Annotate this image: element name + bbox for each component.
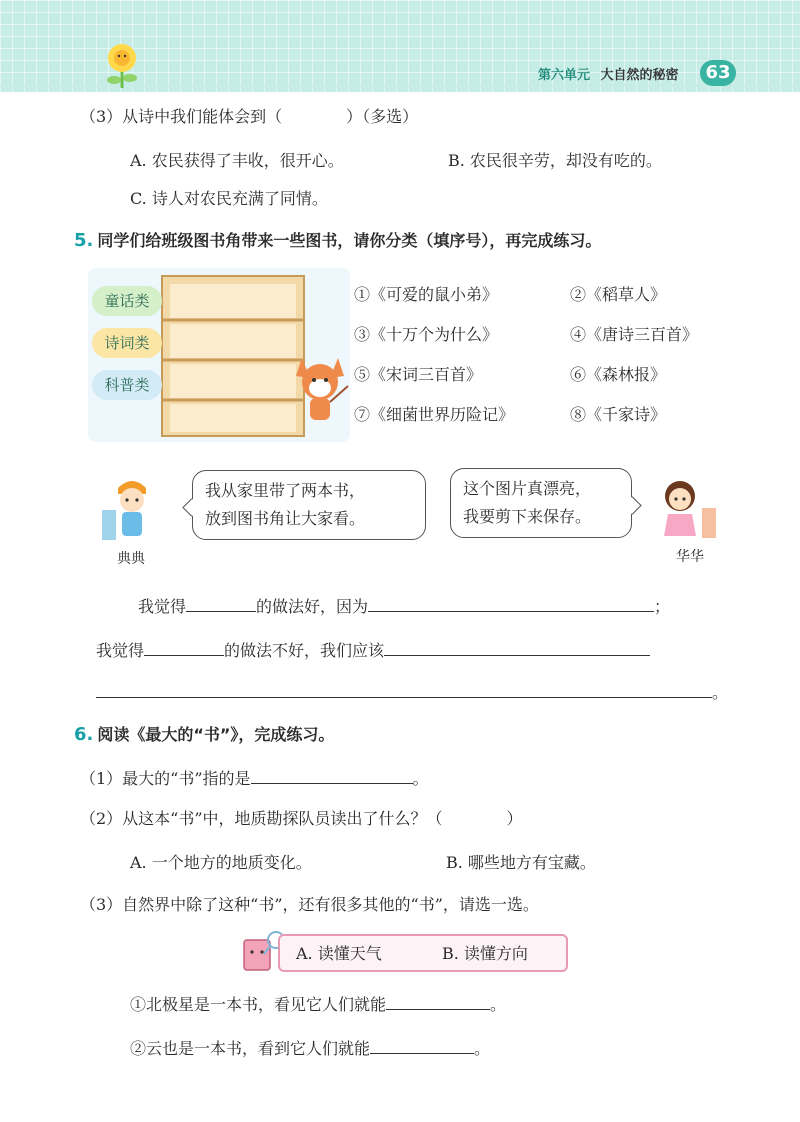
answer-blank[interactable]: [144, 641, 224, 656]
bubble-right-line: 这个图片真漂亮，: [463, 479, 592, 498]
category-tag-fairy-tale: 童话类: [92, 286, 162, 316]
q4-3-stem: （3）从诗中我们能体会到（ ）（多选）: [80, 107, 419, 126]
category-tag-poetry: 诗词类: [92, 328, 162, 358]
q6-item-1: [130, 992, 506, 1015]
q6-sub-1: [80, 766, 429, 789]
category-tag-science: 科普类: [92, 370, 162, 400]
q6-s1-end: 。: [412, 769, 429, 788]
book-item: ⑦《细菌世界历险记》: [354, 405, 515, 424]
unit-title: [538, 64, 679, 83]
q5-line-3: [96, 680, 728, 703]
answer-blank[interactable]: [384, 641, 650, 656]
answer-blank[interactable]: [251, 769, 413, 784]
q5-number: 5.: [74, 230, 94, 251]
q4-3-option-c: C. 诗人对农民充满了同情。: [130, 189, 328, 208]
answer-blank[interactable]: [368, 597, 654, 612]
q6-s1-text: （1）最大的“书”指的是: [80, 769, 251, 788]
answer-blank[interactable]: [386, 995, 490, 1010]
q6-item2-end: 。: [474, 1039, 491, 1058]
q6-sub-2-option-b: B. 哪些地方有宝藏。: [446, 853, 596, 872]
q5-line-1: [138, 594, 670, 617]
page-number: 63: [700, 60, 736, 86]
speech-bubble-right: [450, 468, 632, 538]
q6-title: [74, 722, 334, 745]
answer-blank[interactable]: [186, 597, 256, 612]
q6-sub-3: （3）自然界中除了这种“书”，还有很多其他的“书”，请选一选。: [80, 895, 539, 914]
option-read-weather: A. 读懂天气: [296, 944, 382, 963]
unit-topic: 大自然的秘密: [600, 68, 679, 83]
q5-line-2: [96, 638, 650, 661]
q5-line2-b: 的做法不好，我们应该: [224, 641, 385, 660]
unit-label: 第六单元: [538, 68, 591, 83]
boy-character-icon: [100, 474, 164, 544]
bubble-tail: [182, 498, 200, 516]
book-item: ①《可爱的鼠小弟》: [354, 285, 499, 304]
q4-3-option-a: A. 农民获得了丰收，很开心。: [130, 151, 344, 170]
bubble-left-line: 我从家里带了两本书，: [205, 481, 366, 500]
speech-bubble-left: [192, 470, 426, 540]
q6-number: 6.: [74, 724, 94, 745]
q5-line1-a: 我觉得: [138, 597, 187, 616]
flower-icon: [100, 40, 144, 88]
q5-title-text: 同学们给班级图书角带来一些图书，请你分类（填序号），再完成练习。: [97, 231, 602, 250]
book-item: ④《唐诗三百首》: [570, 325, 699, 344]
bookshelf-icon: [158, 272, 308, 440]
q6-item1-end: 。: [490, 995, 507, 1014]
answer-blank[interactable]: [370, 1039, 474, 1054]
book-item: ②《稻草人》: [570, 285, 667, 304]
q5-line1-end: ；: [654, 597, 671, 616]
q4-3-option-b: B. 农民很辛劳，却没有吃的。: [448, 151, 662, 170]
girl-character-icon: [648, 474, 720, 544]
book-item: ③《十万个为什么》: [354, 325, 499, 344]
q6-title-text: 阅读《最大的“书”》，完成练习。: [97, 725, 335, 744]
q6-sub-2: （2）从这本“书”中，地质勘探队员读出了什么？（ ）: [80, 809, 523, 828]
bubble-tail: [623, 496, 641, 514]
bubble-right-line: 我要剪下来保存。: [463, 507, 592, 526]
q6-item1-text: ①北极星是一本书，看见它人们就能: [130, 995, 387, 1014]
q6-item2-text: ②云也是一本书，看到它人们就能: [130, 1039, 371, 1058]
book-item: ⑥《森林报》: [570, 365, 667, 384]
q5-line2-a: 我觉得: [96, 641, 145, 660]
answer-blank[interactable]: [96, 683, 712, 698]
fox-teacher-icon: [290, 350, 350, 430]
book-item: ⑧《千家诗》: [570, 405, 667, 424]
q5-line3-end: 。: [712, 683, 729, 702]
character-name-huahua: 华华: [676, 549, 704, 565]
option-read-direction: B. 读懂方向: [442, 944, 528, 963]
q6-sub-2-option-a: A. 一个地方的地质变化。: [130, 853, 312, 872]
book-item: ⑤《宋词三百首》: [354, 365, 483, 384]
q5-title: [74, 228, 601, 251]
q5-line1-b: 的做法好，因为: [256, 597, 369, 616]
bubble-left-line: 放到图书角让大家看。: [205, 509, 366, 528]
q6-item-2: [130, 1036, 490, 1059]
character-name-diandian: 典典: [117, 551, 145, 567]
